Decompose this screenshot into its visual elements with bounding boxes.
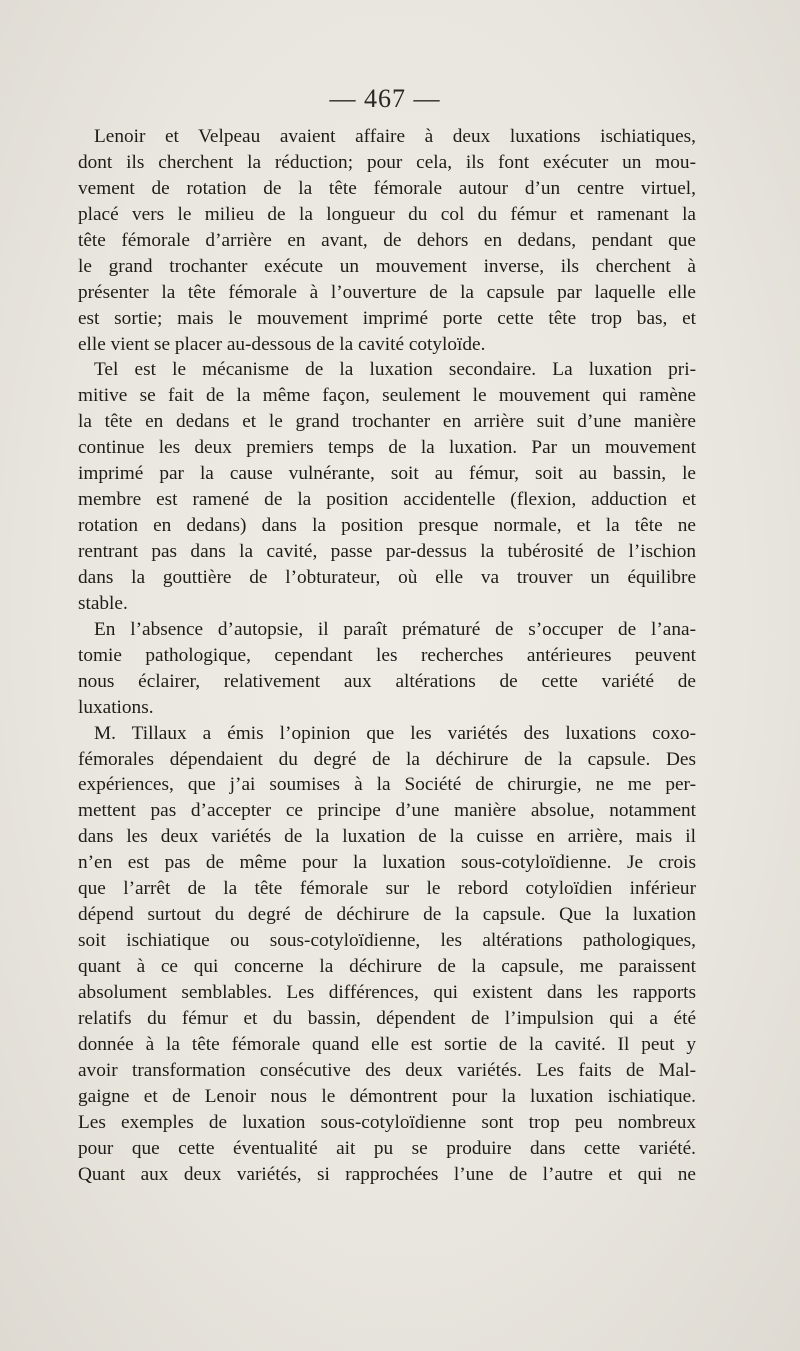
text-line: En l’absence d’autopsie, il paraît prématuré de s’occuper de l’ana- xyxy=(94,618,696,640)
text-line: membre est ramené de la position accidentelle (flexion, adduction et xyxy=(78,489,696,511)
text-line: mitive se fait de la même façon, seulement le mouvement qui ramène xyxy=(78,385,696,407)
text-line: que l’arrêt de la tête fémorale sur le rebord cotyloïdien inférieur xyxy=(78,878,696,900)
text-line: pour que cette éventualité ait pu se produire dans cette variété. xyxy=(78,1137,696,1159)
text-line: dépend surtout du degré de déchirure de la capsule. Que la luxation xyxy=(78,904,696,926)
text-line: fémorales dépendaient du degré de la déchirure de la capsule. Des xyxy=(78,748,696,770)
text-line: soit ischiatique ou sous-cotyloïdienne, les altérations pathologiques, xyxy=(78,930,696,952)
text-line: relatifs du fémur et du bassin, dépendent de l’impulsion qui a été xyxy=(78,1007,696,1029)
text-line: dont ils cherchent la réduction; pour cela, ils font exécuter un mou- xyxy=(78,151,696,173)
text-line: est sortie; mais le mouvement imprimé porte cette tête trop bas, et xyxy=(78,307,696,329)
text-line: avoir transformation consécutive des deux variétés. Les faits de Mal- xyxy=(78,1059,696,1081)
text-line: tête fémorale d’arrière en avant, de dehors en dedans, pendant que xyxy=(78,229,696,251)
text-line: vement de rotation de la tête fémorale autour d’un centre virtuel, xyxy=(78,177,696,199)
text-line: Tel est le mécanisme de la luxation secondaire. La luxation pri- xyxy=(94,359,696,381)
text-line: n’en est pas de même pour la luxation sous-cotyloïdienne. Je crois xyxy=(78,852,696,874)
text-line: la tête en dedans et le grand trochanter en arrière suit d’une manière xyxy=(78,411,696,433)
text-line: stable. xyxy=(78,592,128,614)
text-line: quant à ce qui concerne la déchirure de la capsule, me paraissent xyxy=(78,956,696,977)
text-line: continue les deux premiers temps de la luxation. Par un mouvement xyxy=(78,437,696,459)
text-line: nous éclairer, relativement aux altérations de cette variété de xyxy=(78,670,696,692)
text-line: dans la gouttière de l’obturateur, où elle va trouver un équilibre xyxy=(78,566,696,588)
text-line: expériences, que j’ai soumises à la Société de chirurgie, ne me per- xyxy=(78,774,696,796)
text-line: imprimé par la cause vulnérante, soit au fémur, soit au bassin, le xyxy=(78,463,696,485)
text-line: le grand trochanter exécute un mouvement inverse, ils cherchent à xyxy=(78,255,696,277)
text-line: dans les deux variétés de la luxation de la cuisse en arrière, mais il xyxy=(78,826,696,848)
text-line: luxations. xyxy=(78,696,154,718)
text-line: elle vient se placer au-dessous de la cavité cotyloïde. xyxy=(78,333,486,355)
text-line: M. Tillaux a émis l’opinion que les variétés des luxations coxo- xyxy=(94,722,696,744)
page-number: — 467 — xyxy=(329,84,441,113)
text-line: présenter la tête fémorale à l’ouverture de la capsule par laquelle elle xyxy=(78,281,696,303)
text-line: mettent pas d’accepter ce principe d’une manière absolue, notamment xyxy=(78,800,696,822)
text-line: gaigne et de Lenoir nous le démontrent pour la luxation ischiatique. xyxy=(78,1085,696,1107)
text-line: Quant aux deux variétés, si rapprochées l’une de l’autre et qui ne xyxy=(78,1163,696,1185)
text-line: rotation en dedans) dans la position presque normale, et la tête ne xyxy=(78,515,696,537)
text-line: rentrant pas dans la cavité, passe par-dessus la tubérosité de l’ischion xyxy=(78,541,696,562)
text-line: absolument semblables. Les différences, qui existent dans les rapports xyxy=(78,981,696,1003)
text-line: Lenoir et Velpeau avaient affaire à deux luxations ischiatiques, xyxy=(94,126,696,147)
text-line: Les exemples de luxation sous-cotyloïdienne sont trop peu nombreux xyxy=(78,1111,696,1133)
text-line: donnée à la tête fémorale quand elle est sortie de la cavité. Il peut y xyxy=(78,1033,696,1055)
text-line: placé vers le milieu de la longueur du col du fémur et ramenant la xyxy=(78,203,696,225)
text-line: tomie pathologique, cependant les recherches antérieures peuvent xyxy=(78,644,696,666)
body-text xyxy=(78,124,696,1187)
